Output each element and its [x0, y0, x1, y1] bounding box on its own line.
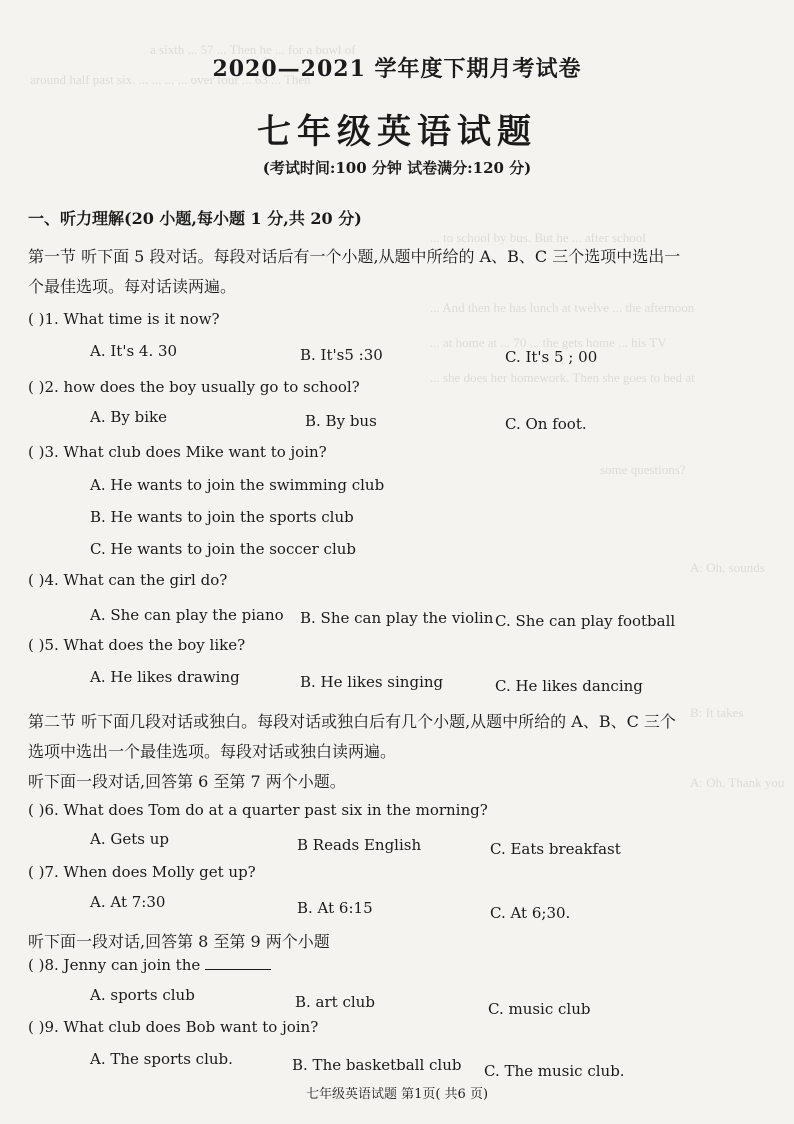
question-3: ( )3. What club does Mike want to join?	[28, 443, 327, 461]
question-5: ( )5. What does the boy like?	[28, 636, 246, 654]
question-6: ( )6. What does Tom do at a quarter past six in the morning?	[28, 801, 488, 819]
q1-option-a: A. It's 4. 30	[90, 342, 178, 360]
q6-option-c: C. Eats breakfast	[490, 840, 621, 858]
q6-option-a: A. Gets up	[90, 830, 169, 848]
question-8	[28, 956, 271, 974]
bleed-through-text: B: It takes	[690, 705, 744, 720]
part1-heading: 一、听力理解(20 小题,每小题 1 分,共 20 分)	[28, 209, 362, 228]
bleed-through-text: a sixth ... 57 ... Then he ... for a bowl of	[150, 42, 356, 57]
bleed-through-text: some questions?	[600, 462, 686, 477]
bleed-through-text: ... she does her homework. Then she goes to bed at	[430, 370, 695, 385]
q2-option-a: A. By bike	[90, 408, 167, 426]
q7-option-a: A. At 7:30	[90, 893, 166, 911]
q8-option-a: A. sports club	[90, 986, 195, 1004]
q2-option-c: C. On foot.	[505, 415, 587, 433]
q4-option-c: C. She can play football	[495, 612, 676, 630]
question-2: ( )2. how does the boy usually go to school?	[28, 378, 360, 396]
section1-instruction-line1: 第一节 听下面 5 段对话。每段对话后有一个小题,从题中所给的 A、B、C 三个选项中选出一	[28, 247, 681, 266]
q4-option-b: B. She can play the violin	[300, 609, 494, 627]
question-4: ( )4. What can the girl do?	[28, 571, 228, 589]
section2-instruction-line1: 第二节 听下面几段对话或独白。每段对话或独白后有几个小题,从题中所给的 A、B、C 三个	[28, 712, 676, 731]
q9-option-a: A. The sports club.	[90, 1050, 233, 1068]
question-7: ( )7. When does Molly get up?	[28, 863, 256, 881]
q6-option-b: B Reads English	[297, 836, 422, 854]
section1-instruction-line2: 个最佳选项。每对话读两遍。	[28, 277, 237, 296]
q8-option-c: C. music club	[488, 1000, 591, 1018]
section2-instruction-line2: 选项中选出一个最佳选项。每段对话或独白读两遍。	[28, 742, 397, 761]
exam-year-heading: 2020—2021 学年度下期月考试卷	[212, 56, 582, 82]
q1-option-b: B. It's5 :30	[300, 346, 383, 364]
q5-option-c: C. He likes dancing	[495, 677, 643, 695]
q9-option-b: B. The basketball club	[292, 1056, 462, 1074]
bleed-through-text: ... at home at ... 70 ... the gets home ... his TV	[430, 335, 667, 350]
q5-option-a: A. He likes drawing	[90, 668, 240, 686]
q8-stem: ( )8. Jenny can join the	[28, 956, 201, 974]
question-1: ( )1. What time is it now?	[28, 310, 220, 328]
question-9: ( )9. What club does Bob want to join?	[28, 1018, 319, 1036]
q7-option-b: B. At 6:15	[297, 899, 373, 917]
q9-option-c: C. The music club.	[484, 1062, 625, 1080]
bleed-through-text: A: Oh, sounds	[690, 560, 765, 575]
bleed-through-text: ... to school by bus. But he ... after school	[430, 230, 646, 245]
q8-option-b: B. art club	[295, 993, 375, 1011]
exam-title: 七年级英语试题	[257, 112, 537, 152]
bleed-through-text: A: Oh, Thank you	[690, 775, 785, 790]
q2-option-b: B. By bus	[305, 412, 377, 430]
page-footer: 七年级英语试题 第1页( 共6 页)	[305, 1087, 489, 1102]
q4-option-a: A. She can play the piano	[90, 606, 284, 624]
bleed-through-text: around half past six. ... ... ... ... over four ... 63 ... Then	[30, 72, 311, 87]
q1-option-c: C. It's 5 ; 00	[505, 348, 598, 366]
exam-meta: (考试时间:100 分钟 试卷满分:120 分)	[262, 159, 532, 177]
q3-option-b: B. He wants to join the sports club	[90, 508, 354, 526]
q7-option-c: C. At 6;30.	[490, 904, 571, 922]
q3-option-a: A. He wants to join the swimming club	[90, 476, 385, 494]
q3-option-c: C. He wants to join the soccer club	[90, 540, 357, 558]
listening-intro-6-7: 听下面一段对话,回答第 6 至第 7 两个小题。	[28, 772, 346, 791]
q8-answer-blank	[205, 957, 271, 970]
bleed-through-text: ... And then he has lunch at twelve ... the afternoon	[430, 300, 695, 315]
listening-intro-8-9: 听下面一段对话,回答第 8 至第 9 两个小题	[28, 932, 330, 951]
q5-option-b: B. He likes singing	[300, 673, 444, 691]
